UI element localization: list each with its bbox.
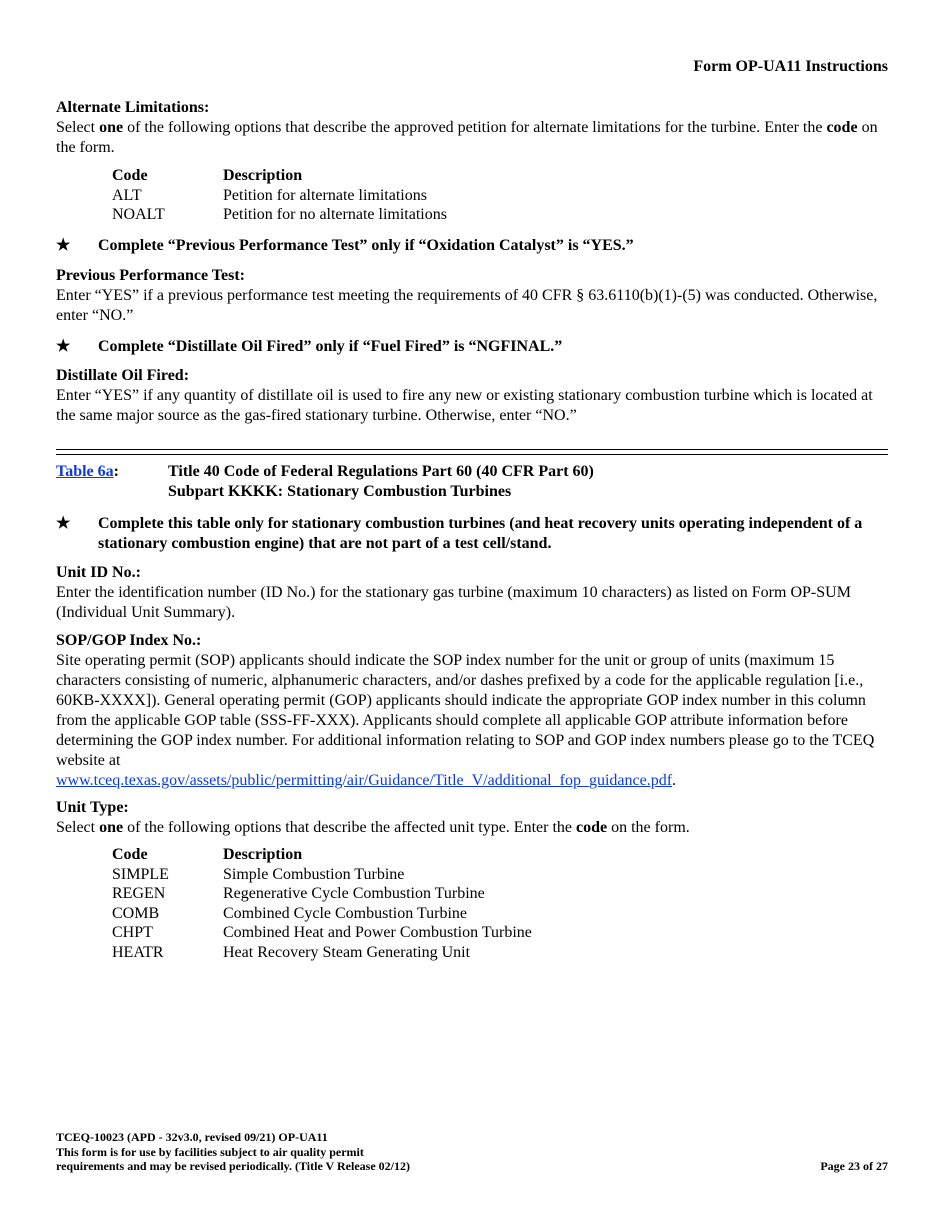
column-header-description: Description — [223, 167, 303, 184]
condition-text: Complete this table only for stationary combustion turbines (and heat recovery units operating independent of a stationary combustion engine) that are not part of a test cell/stand. — [98, 515, 863, 552]
table-6a-title: Title 40 Code of Federal Regulations Part 60 (40 CFR Part 60) — [168, 463, 594, 480]
star-icon: ★ — [56, 237, 71, 254]
unit-type-code-table — [112, 845, 532, 963]
table-6a-heading — [56, 462, 888, 502]
condition-text: Complete “Previous Performance Test” only if “Oxidation Catalyst” is “YES.” — [98, 237, 634, 254]
column-header-description: Description — [223, 846, 303, 863]
distillate-oil-section — [56, 366, 888, 426]
alternate-limitations-label: Alternate Limitations: — [56, 99, 210, 116]
alternate-limitations-section — [56, 98, 888, 158]
page-number: Page 23 of 27 — [820, 1159, 888, 1173]
description-cell: Regenerative Cycle Combustion Turbine — [223, 885, 485, 903]
table-row — [112, 205, 447, 225]
footer-form-info — [56, 1130, 410, 1174]
distillate-condition — [56, 337, 888, 357]
code-cell: NOALT — [112, 206, 165, 224]
sop-gop-section — [56, 631, 888, 791]
unit-type-text: Select one of the following options that describe the affected unit type. Enter the code on the form. — [56, 819, 690, 836]
sop-gop-link-line: www.tceq.texas.gov/assets/public/permitting/air/Guidance/Title_V/additional_fop_guidance.pdf. — [56, 772, 677, 789]
sop-gop-label: SOP/GOP Index No.: — [56, 632, 202, 649]
star-icon: ★ — [56, 338, 71, 355]
distillate-oil-label: Distillate Oil Fired: — [56, 367, 190, 384]
table-row — [112, 186, 447, 206]
form-header-title: Form OP-UA11 Instructions — [693, 58, 888, 75]
previous-performance-section — [56, 266, 888, 326]
unit-id-label: Unit ID No.: — [56, 564, 141, 581]
table-6a-link[interactable]: Table 6a — [56, 463, 114, 480]
column-header-code: Code — [112, 846, 148, 863]
alternate-limitations-code-table — [112, 166, 447, 225]
sop-gop-text: Site operating permit (SOP) applicants should indicate the SOP index number for the unit or group of units (maximum 15 characters consisting of numeric, alphanumeric characters, and/or dashes prefixed by a code for the applicable regulation [i.e., 60KB-XXXX]). General operating permit (GOP) applicants should indicate the appropriate GOP index number in this column from the applicable GOP table (SSS-FF-XXX). Applicants should complete all applicable GOP attribute information before determining the GOP index number. For additional information relating to SOP and GOP index numbers please go to the TCEQ website at — [56, 652, 875, 769]
table-row — [112, 884, 532, 904]
footer-line-2: This form is for use by facilities subject to air quality permit — [56, 1144, 364, 1159]
table-row — [112, 865, 532, 885]
code-cell: HEATR — [112, 943, 164, 961]
footer-line-1: TCEQ-10023 (APD - 32v3.0, revised 09/21) OP-UA11 — [56, 1130, 328, 1144]
description-cell: Petition for alternate limitations — [223, 186, 427, 204]
unit-id-section — [56, 563, 888, 623]
table-row — [112, 904, 532, 924]
table-6a-reference: Table 6a: — [56, 463, 119, 480]
code-cell: ALT — [112, 186, 142, 204]
star-icon: ★ — [56, 515, 71, 532]
footer-line-3: requirements and may be revised periodically. (Title V Release 02/12) — [56, 1159, 410, 1174]
description-cell: Combined Cycle Combustion Turbine — [223, 904, 468, 922]
description-cell: Petition for no alternate limitations — [223, 206, 447, 224]
table-row — [112, 923, 532, 943]
previous-performance-label: Previous Performance Test: — [56, 267, 245, 284]
code-cell: REGEN — [112, 885, 166, 903]
previous-performance-condition — [56, 236, 888, 256]
alternate-limitations-text: Select one of the following options that describe the approved petition for alternate limitations for the turbine. Enter the code on the form. — [56, 119, 878, 156]
unit-type-label: Unit Type: — [56, 799, 129, 816]
code-cell: SIMPLE — [112, 865, 169, 883]
guidance-link[interactable]: www.tceq.texas.gov/assets/public/permitting/air/Guidance/Title_V/additional_fop_guidance.pdf — [56, 772, 673, 789]
previous-performance-text: Enter “YES” if a previous performance test meeting the requirements of 40 CFR § 63.6110(b)(1)-(5) was conducted. Otherwise, enter “NO.” — [56, 287, 878, 324]
description-cell: Simple Combustion Turbine — [223, 865, 405, 883]
section-divider — [56, 449, 888, 455]
condition-text: Complete “Distillate Oil Fired” only if “Fuel Fired” is “NGFINAL.” — [98, 338, 563, 355]
table-row — [112, 943, 532, 963]
code-cell: CHPT — [112, 924, 153, 942]
unit-type-section — [56, 798, 888, 838]
description-cell: Heat Recovery Steam Generating Unit — [223, 943, 471, 961]
column-header-code: Code — [112, 167, 148, 184]
unit-id-text: Enter the identification number (ID No.) for the stationary gas turbine (maximum 10 characters) as listed on Form OP-SUM (Individual Unit Summary). — [56, 584, 851, 621]
description-cell: Combined Heat and Power Combustion Turbine — [223, 924, 532, 942]
table-applicability-condition — [56, 514, 888, 554]
distillate-oil-text: Enter “YES” if any quantity of distillate oil is used to fire any new or existing stationary combustion turbine which is located at the same major source as the gas-fired stationary turbine. Otherwise, enter “NO.” — [56, 387, 873, 424]
table-6a-subtitle: Subpart KKKK: Stationary Combustion Turbines — [168, 483, 512, 500]
code-cell: COMB — [112, 904, 160, 922]
